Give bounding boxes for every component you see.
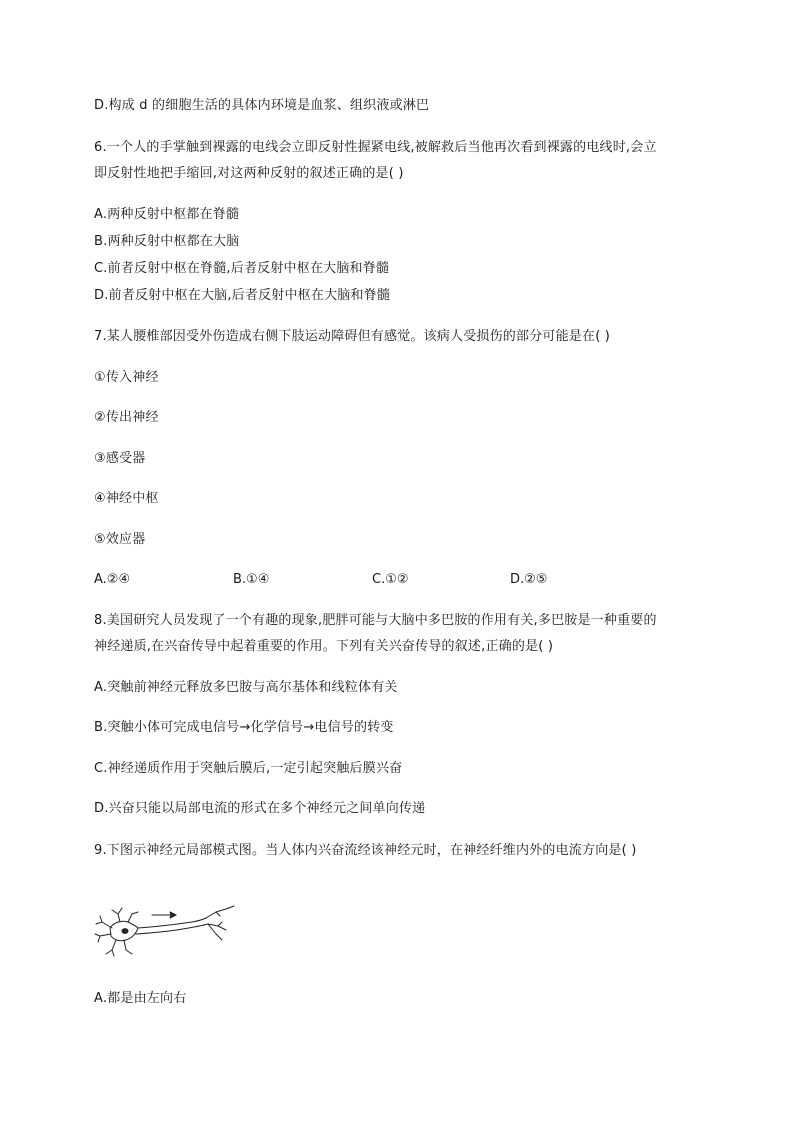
q7-option-d: D.②⑤ [510,572,548,587]
arrow-head-icon [170,912,176,918]
q6-option-c: C.前者反射中枢在脊髓,后者反射中枢在大脑和脊髓 [94,261,390,276]
q7-item-4: ④神经中枢 [94,491,159,506]
q8-option-a: A.突触前神经元释放多巴胺与高尔基体和线粒体有关 [94,680,398,695]
q8-option-d: D.兴奋只能以局部电流的形式在多个神经元之间单向传递 [94,801,426,816]
q5-option-d: D.构成 d 的细胞生活的具体内环境是血浆、组织液或淋巴 [94,98,430,113]
q7-item-2: ②传出神经 [94,410,159,425]
q7-item-3: ③感受器 [94,451,146,466]
neuron-diagram [92,900,242,962]
q6-stem-line1: 6.一个人的手掌触到裸露的电线会立即反射性握紧电线,被解救后当他再次看到裸露的电线时,会立 [94,140,657,155]
q9-stem: 9.下图示神经元局部模式图。当人体内兴奋流经该神经元时，在神经纤维内外的电流方向是( ) [94,843,637,858]
q7-option-a: A.②④ [94,572,131,587]
q7-option-b: B.①④ [233,572,270,587]
q7-stem: 7.某人腰椎部因受外伤造成右侧下肢运动障碍但有感觉。该病人受损伤的部分可能是在( ) [94,329,611,344]
q9-option-a: A.都是由左向右 [94,991,187,1006]
q6-option-a: A.两种反射中枢都在脊髓 [94,207,240,222]
neuron-axon [136,918,208,934]
neuron-nucleus [122,929,128,934]
q6-option-b: B.两种反射中枢都在大脑 [94,234,240,249]
q8-stem-line1: 8.美国研究人员发现了一个有趣的现象,肥胖可能与大脑中多巴胺的作用有关,多巴胺是一种重要的 [94,613,657,628]
q7-item-1: ①传入神经 [94,370,159,385]
q6-stem-line2: 即反射性地把手缩回,对这两种反射的叙述正确的是( ) [94,166,404,181]
q7-item-5: ⑤效应器 [94,532,146,547]
q8-stem-line2: 神经递质,在兴奋传导中起着重要的作用。下列有关兴奋传导的叙述,正确的是( ) [94,639,554,654]
neuron-dendrites [95,908,138,956]
q6-option-d: D.前者反射中枢在大脑,后者反射中枢在大脑和脊髓 [94,288,391,303]
q8-option-b: B.突触小体可完成电信号→化学信号→电信号的转变 [94,720,394,735]
q8-option-c: C.神经递质作用于突触后膜后,一定引起突触后膜兴奋 [94,761,403,776]
neuron-axon-terminals [206,906,234,940]
q7-option-c: C.①② [372,572,409,587]
